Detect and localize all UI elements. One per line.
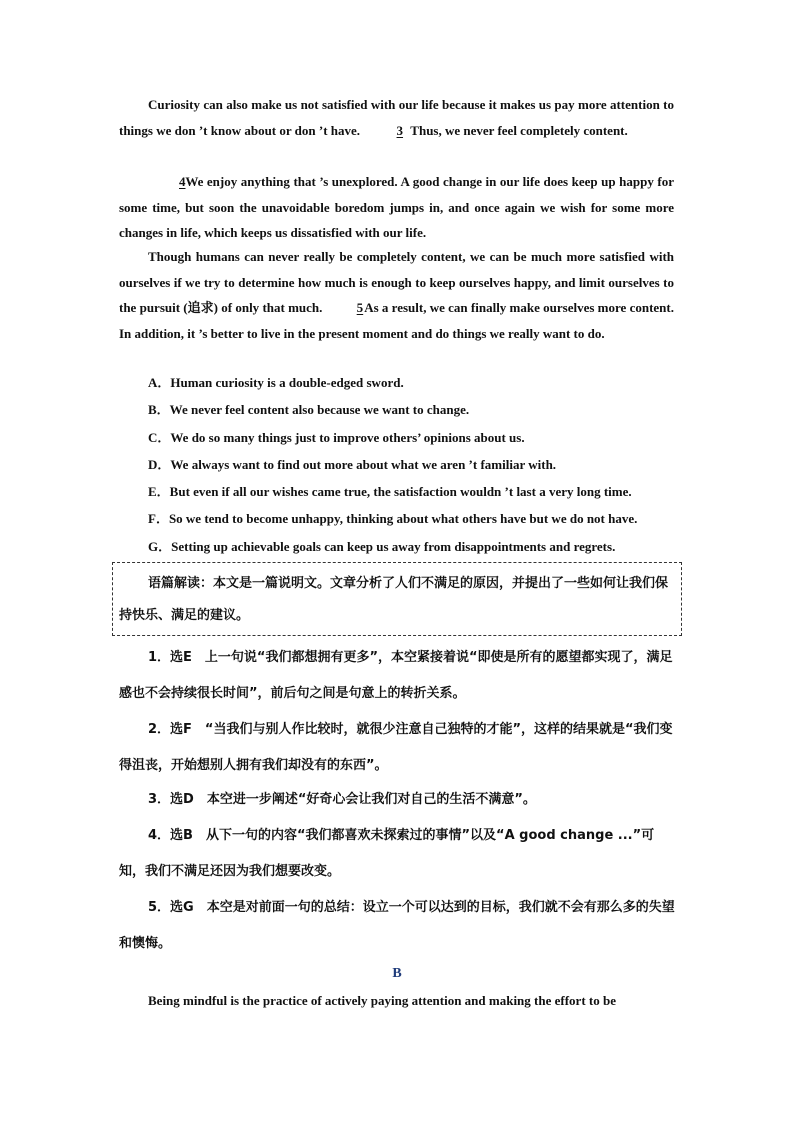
answer-4: 4．选B 从下一句的内容“我们都喜欢未探索过的事情”以及“A good change ...”可知，我们不满足还因为我们想要改变。 — [119, 828, 655, 879]
answer-2: 2．选F “当我们与别人作比较时，就很少注意自己独特的才能”，这样的结果就是“我们变得沮丧，开始想别人拥有我们却没有的东西”。 — [119, 722, 673, 773]
analysis-text: 语篇解读：本文是一篇说明文。文章分析了人们不满足的原因，并提出了一些如何让我们保持快乐、满足的建议。 — [119, 576, 669, 623]
passage-paragraph-1: Curiosity can also make us not satisfied with our life because it makes us pay more attention to things we don ’t know about or don ’t have. 3 Thus, we never feel completely content. — [119, 92, 674, 143]
option-b: B．We never feel content also because we want to change. — [148, 402, 470, 417]
answer-1: 1．选E 上一句说“我们都想拥有更多”，本空紧接着说“即使是所有的愿望都实现了，满足感也不会持续很长时间”，前后句之间是句意上的转折关系。 — [119, 650, 673, 701]
option-g: G．Setting up achievable goals can keep us away from disappointments and regrets. — [148, 539, 616, 554]
section-b-paragraph: Being mindful is the practice of actively paying attention and making the effort to be — [148, 993, 616, 1008]
passage-paragraph-3: Though humans can never really be completely content, we can be much more satisfied with ourselves if we try to determine how much is enough to keep ourselves happy, and limit ourselves to the pursuit (追求) of only that much. 5 As a result, we can finally make ourselves more content. In addition, it ’s better to live in the present moment and do things we really want to do. — [119, 249, 674, 341]
option-c: C．We do so many things just to improve others’ opinions about us. — [148, 430, 525, 445]
option-f: F．So we tend to become unhappy, thinking about what others have but we do not have. — [148, 511, 638, 526]
blank-5: 5 — [356, 300, 364, 315]
option-e: E．But even if all our wishes came true, the satisfaction wouldn ’t last a very long time. — [148, 484, 632, 499]
option-a: A．Human curiosity is a double-edged sword. — [148, 375, 404, 390]
answer-3: 3．选D 本空进一步阐述“好奇心会让我们对自己的生活不满意”。 — [148, 792, 536, 807]
section-b-heading: B — [392, 966, 402, 981]
blank-3: 3 — [396, 122, 404, 138]
option-d: D．We always want to find out more about what we aren ’t familiar with. — [148, 457, 557, 472]
answer-5: 5．选G 本空是对前面一句的总结：设立一个可以达到的目标，我们就不会有那么多的失望和懊悔。 — [119, 900, 675, 951]
blank-4: 4 — [179, 174, 186, 189]
passage-paragraph-2: 4 We enjoy anything that ’s unexplored. A good change in our life does keep up happy for some time, but soon the unavoidable boredom jumps in, and once again we wish for some more changes in life, which keeps us dissatisfied with our life. — [119, 169, 674, 246]
